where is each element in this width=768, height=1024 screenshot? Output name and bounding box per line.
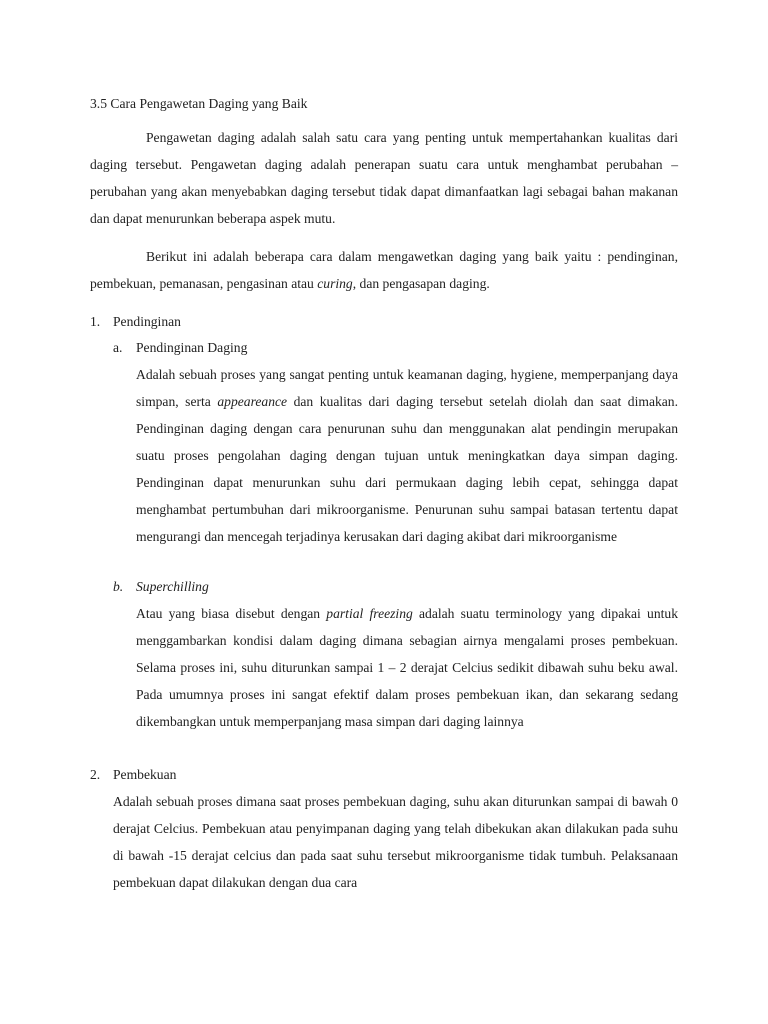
sublist-item-b-title [136, 574, 209, 600]
sub-b-italic: partial freezing [326, 606, 413, 621]
sublist-letter-b [113, 574, 123, 600]
section-heading: 3.5 Cara Pengawetan Daging yang Baik [90, 96, 308, 111]
sublist-item-a-title: Pendinginan Daging [136, 340, 248, 355]
sublist-item-b-body [136, 600, 678, 735]
list-item-1-title: Pendinginan [113, 314, 181, 329]
list-item-2-title: Pembekuan [113, 767, 177, 782]
methods-intro-tail: , dan pengasapan daging. [352, 276, 490, 291]
sublist-item-a-body [136, 361, 678, 550]
list-number-2: 2. [90, 767, 101, 782]
sub-a-text: Adalah sebuah proses yang sangat penting untuk keamanan daging, hygiene, memperpanjang daya simpan, serta [136, 367, 678, 409]
list-number-1: 1. [90, 314, 101, 329]
methods-intro-paragraph [90, 243, 678, 297]
methods-intro-text: Berikut ini adalah beberapa cara dalam mengawetkan daging yang baik yaitu : pendinginan, pembekuan, pemanasan, pengasinan atau [90, 249, 678, 291]
intro-paragraph: Pengawetan daging adalah salah satu cara yang penting untuk mempertahankan kualitas dari daging tersebut. Pengawetan daging adalah penerapan suatu cara untuk menghambat perubahan – perubahan yang akan menyebabkan daging tersebut tidak dapat dimanfaatkan lagi sebagai bahan makanan dan dapat menurunkan beberapa aspek mutu. [90, 130, 678, 226]
list-item-2-body: Adalah sebuah proses dimana saat proses pembekuan daging, suhu akan diturunkan sampai di bawah 0 derajat Celcius. Pembekuan atau penyimpanan daging yang telah dibekukan akan dilakukan pada suhu di bawah -15 derajat celcius dan pada saat suhu tersebut mikroorganisme tidak tumbuh. Pelaksanaan pembekuan dapat dilakukan dengan dua cara [113, 794, 678, 890]
methods-intro-italic: curing [317, 276, 353, 291]
sublist-letter-b-text: b. [113, 579, 124, 594]
list-item-1 [90, 309, 100, 335]
sublist-item-b-title-text: Superchilling [136, 579, 209, 594]
sublist-letter-a: a. [113, 340, 123, 355]
sub-a-tail: dan kualitas dari daging tersebut setelah diolah dan saat dimakan. Pendinginan daging dengan cara penurunan suhu dan menggunakan alat pendingin merupakan suatu proses pengolahan daging dengan tujuan untuk meningkatkan daya simpan daging. Pendinginan dapat menurunkan suhu dari permukaan daging lebih cepat, sehingga dapat menghambat pertumbuhan dari mikroorganisme. Penurunan suhu sampai batasan tertentu dapat mengurangi dan mencegah terjadinya kerusakan dari daging akibat dari mikroorganisme [136, 394, 679, 544]
sub-b-text: Atau yang biasa disebut dengan [136, 606, 327, 621]
sub-a-italic: appeareance [217, 394, 288, 409]
sub-b-tail: adalah suatu terminology yang dipakai untuk menggambarkan kondisi dalam daging dimana sebagian airnya mengalami proses pembekuan. Selama proses ini, suhu diturunkan sampai 1 – 2 derajat Celcius sedikit dibawah suhu beku awal. Pada umumnya proses ini sangat efektif dalam proses pembekuan ikan, dan sekarang sedang dikembangkan untuk memperpanjang masa simpan dari daging lainnya [136, 606, 678, 729]
